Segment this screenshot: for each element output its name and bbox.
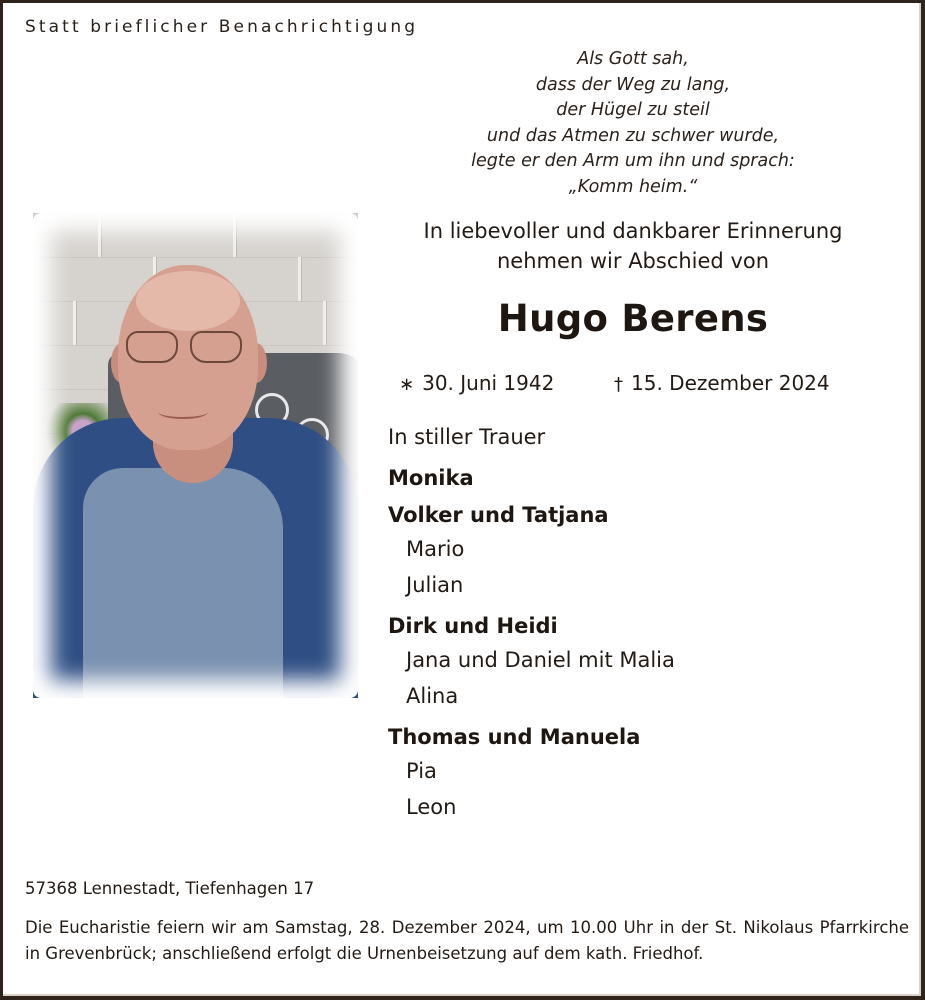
- intro-text: [383, 216, 883, 276]
- family-address: 57368 Lennestadt, Tiefenhagen 17: [25, 879, 315, 898]
- mourner-child: Mario: [406, 537, 465, 561]
- poem-line: „Komm heim.“: [568, 176, 698, 197]
- mourners-lead: In stiller Trauer: [388, 425, 546, 449]
- poem-line: Als Gott sah,: [577, 49, 689, 69]
- birth-date: [399, 371, 554, 395]
- poem-line: und das Atmen zu schwer wurde,: [486, 125, 780, 146]
- mourner-child: Pia: [406, 759, 437, 783]
- poem-line: der Hügel zu steil: [556, 100, 710, 121]
- birth-star-icon: ∗: [399, 374, 415, 395]
- intro-line: In liebevoller und dankbarer Erinnerung: [423, 219, 843, 243]
- mourner-group: [388, 464, 868, 492]
- poem: [423, 47, 843, 201]
- mourner-group: [388, 501, 868, 603]
- mourner-child: Alina: [406, 684, 459, 708]
- poem-line: dass der Weg zu lang,: [535, 74, 731, 95]
- mourner-primary: Volker und Tatjana: [388, 503, 609, 527]
- birth-date-text: 30. Juni 1942: [422, 371, 555, 395]
- intro-line: nehmen wir Abschied von: [496, 249, 770, 273]
- photo-vignette: [33, 213, 358, 698]
- service-details: Die Eucharistie feiern wir am Samstag, 28. Dezember 2024, um 10.00 Uhr in der St. Nikolaus Pfarrkirche in Grevenbrück; anschließend erfolgt die Urnenbeisetzung auf dem kath. Friedhof.: [25, 918, 909, 963]
- deceased-name: Hugo Berens: [497, 297, 769, 340]
- poem-line: legte er den Arm um ihn und sprach:: [471, 151, 795, 172]
- mourner-group: [388, 723, 868, 825]
- mourner-child: Julian: [406, 573, 464, 597]
- mourner-child: Leon: [406, 795, 457, 819]
- mourner-primary: Thomas und Manuela: [388, 725, 641, 749]
- death-date-text: 15. Dezember 2024: [631, 371, 830, 395]
- mourner-children: [388, 531, 868, 603]
- portrait-photo: [33, 213, 358, 698]
- mourner-child: Jana und Daniel mit Malia: [406, 648, 675, 672]
- mourner-group: [388, 612, 868, 714]
- mourner-primary: Dirk und Heidi: [388, 614, 558, 638]
- mourner-primary: Monika: [388, 466, 474, 490]
- death-date: [614, 371, 830, 395]
- mourner-children: [388, 642, 868, 714]
- mourner-children: [388, 753, 868, 825]
- header-note: Statt brieflicher Benachrichtigung: [25, 17, 419, 37]
- mourners-list: [388, 422, 868, 834]
- death-cross-icon: †: [614, 374, 623, 395]
